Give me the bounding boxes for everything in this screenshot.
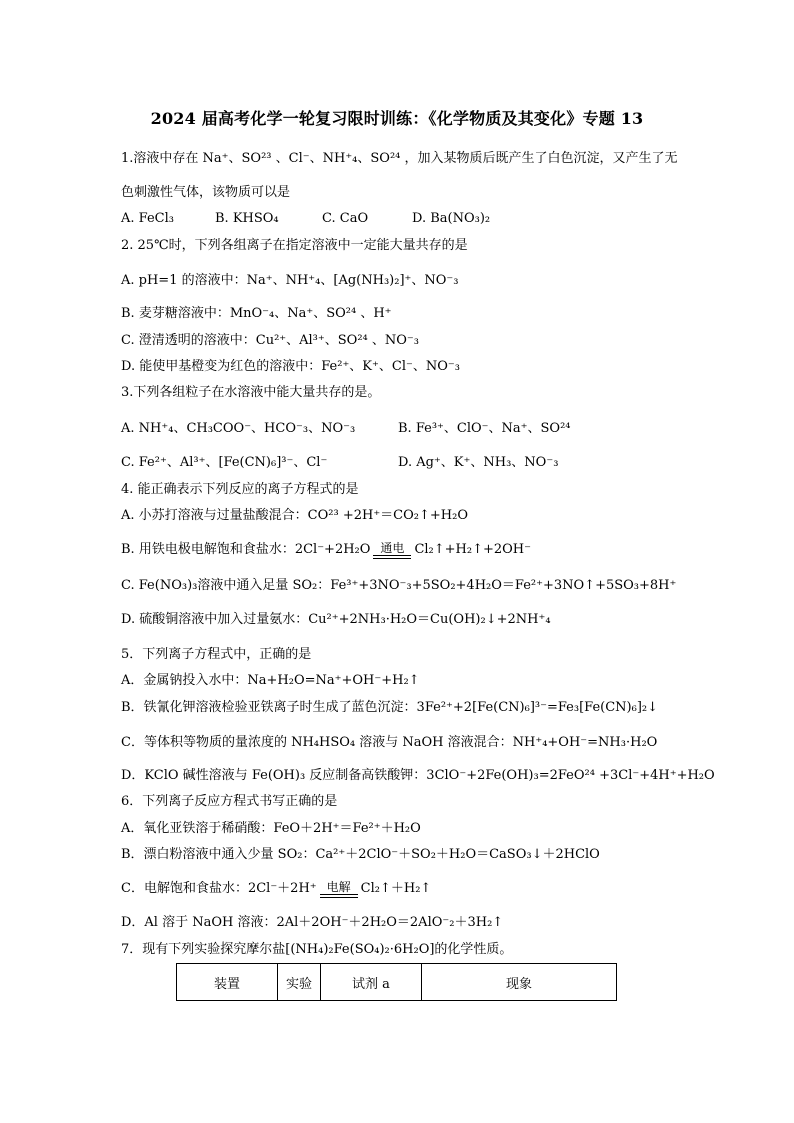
q7-experiment-table	[176, 963, 617, 1001]
q1-stem-line1: 1.溶液中存在 Na⁺、SO²³ 、Cl⁻、NH⁺₄、SO²⁴ ，加入某物质后既产生了白色沉淀，又产生了无	[121, 151, 678, 166]
q1-option-b: B. KHSO₄	[215, 211, 279, 226]
q4-stem: 4. 能正确表示下列反应的离子方程式的是	[121, 482, 359, 497]
q3-option-b: B. Fe³⁺、ClO⁻、Na⁺、SO²⁴	[398, 421, 571, 436]
q5-option-d: D．KClO 碱性溶液与 Fe(OH)₃ 反应制备高铁酸钾：3ClO⁻+2Fe(OH)₃=2FeO²⁴ +3Cl⁻+4H⁺+H₂O	[121, 768, 715, 783]
q6-condition-label: 电解	[320, 881, 358, 895]
q6-stem: 6．下列离子反应方程式书写正确的是	[121, 794, 338, 809]
q6-option-c-reactants: C．电解饱和食盐水：2Cl⁻＋2H⁺	[121, 881, 317, 896]
q6-option-c	[121, 880, 431, 898]
q3-option-a: A. NH⁺₄、CH₃COO⁻、HCO⁻₃、NO⁻₃	[121, 421, 356, 436]
q6-option-b: B．漂白粉溶液中通入少量 SO₂：Ca²⁺＋2ClO⁻＋SO₂＋H₂O＝CaSO₃↓＋2HClO	[121, 847, 600, 862]
q5-option-c: C．等体积等物质的量浓度的 NH₄HSO₄ 溶液与 NaOH 溶液混合：NH⁺₄+OH⁻=NH₃·H₂O	[121, 735, 658, 750]
q1-stem-line2: 色刺激性气体，该物质可以是	[121, 185, 291, 200]
q6-reaction-condition	[320, 881, 358, 898]
q3-option-c: C. Fe²⁺、Al³⁺、[Fe(CN)₆]³⁻、Cl⁻	[121, 455, 328, 470]
table-header-reagent: 试剂 a	[321, 964, 422, 1001]
table-header-apparatus: 装置	[177, 964, 278, 1001]
q1-option-c: C. CaO	[322, 211, 369, 226]
q2-option-b: B. 麦芽糖溶液中：MnO⁻₄、Na⁺、SO²⁴ 、H⁺	[121, 306, 392, 321]
page-title: 2024 届高考化学一轮复习限时训练：《化学物质及其变化》专题 13	[150, 109, 644, 128]
q4-option-b-products: Cl₂↑+H₂↑+2OH⁻	[414, 542, 531, 557]
q3-stem: 3.下列各组粒子在水溶液中能大量共存的是。	[121, 385, 381, 400]
q6-option-d: D．Al 溶于 NaOH 溶液：2Al＋2OH⁻＋2H₂O＝2AlO⁻₂＋3H₂↑	[121, 915, 504, 930]
q4-option-a: A. 小苏打溶液与过量盐酸混合：CO²³ +2H⁺＝CO₂↑+H₂O	[121, 508, 468, 523]
table-header-experiment: 实验	[278, 964, 321, 1001]
q6-option-c-products: Cl₂↑＋H₂↑	[360, 881, 432, 896]
q2-stem: 2. 25℃时，下列各组离子在指定溶液中一定能大量共存的是	[121, 238, 468, 253]
q4-option-b	[121, 541, 531, 559]
q4-option-d: D. 硫酸铜溶液中加入过量氨水：Cu²⁺+2NH₃·H₂O＝Cu(OH)₂↓+2NH⁺₄	[121, 612, 551, 627]
table-header-row	[177, 964, 617, 1001]
q5-option-b: B．铁氰化钾溶液检验亚铁离子时生成了蓝色沉淀：3Fe²⁺+2[Fe(CN)₆]³⁻=Fe₃[Fe(CN)₆]₂↓	[121, 700, 658, 715]
q1-option-a: A. FeCl₃	[121, 211, 174, 226]
q5-option-a: A．金属钠投入水中：Na+H₂O=Na⁺+OH⁻+H₂↑	[121, 673, 420, 688]
table-header-phenomenon: 现象	[422, 964, 617, 1001]
q2-option-a: A. pH=1 的溶液中：Na⁺、NH⁺₄、[Ag(NH₃)₂]⁺、NO⁻₃	[121, 273, 459, 288]
q3-option-d: D. Ag⁺、K⁺、NH₃、NO⁻₃	[398, 455, 559, 470]
q7-stem: 7．现有下列实验探究摩尔盐[(NH₄)₂Fe(SO₄)₂·6H₂O]的化学性质。	[121, 942, 513, 957]
q4-condition-label: 通电	[373, 542, 411, 556]
q4-option-b-reactants: B. 用铁电极电解饱和食盐水：2Cl⁻+2H₂O	[121, 542, 371, 557]
q2-option-d: D. 能使甲基橙变为红色的溶液中：Fe²⁺、K⁺、Cl⁻、NO⁻₃	[121, 359, 460, 374]
q6-option-a: A．氧化亚铁溶于稀硝酸：FeO＋2H⁺＝Fe²⁺＋H₂O	[121, 821, 421, 836]
q5-stem: 5．下列离子方程式中，正确的是	[121, 647, 312, 662]
q4-option-c: C. Fe(NO₃)₃溶液中通入足量 SO₂：Fe³⁺+3NO⁻₃+5SO₂+4H₂O＝Fe²⁺+3NO↑+5SO₃+8H⁺	[121, 578, 677, 593]
q2-option-c: C. 澄清透明的溶液中：Cu²⁺、Al³⁺、SO²⁴ 、NO⁻₃	[121, 333, 419, 348]
q4-reaction-condition	[373, 542, 411, 559]
q1-option-d: D. Ba(NO₃)₂	[412, 211, 491, 226]
